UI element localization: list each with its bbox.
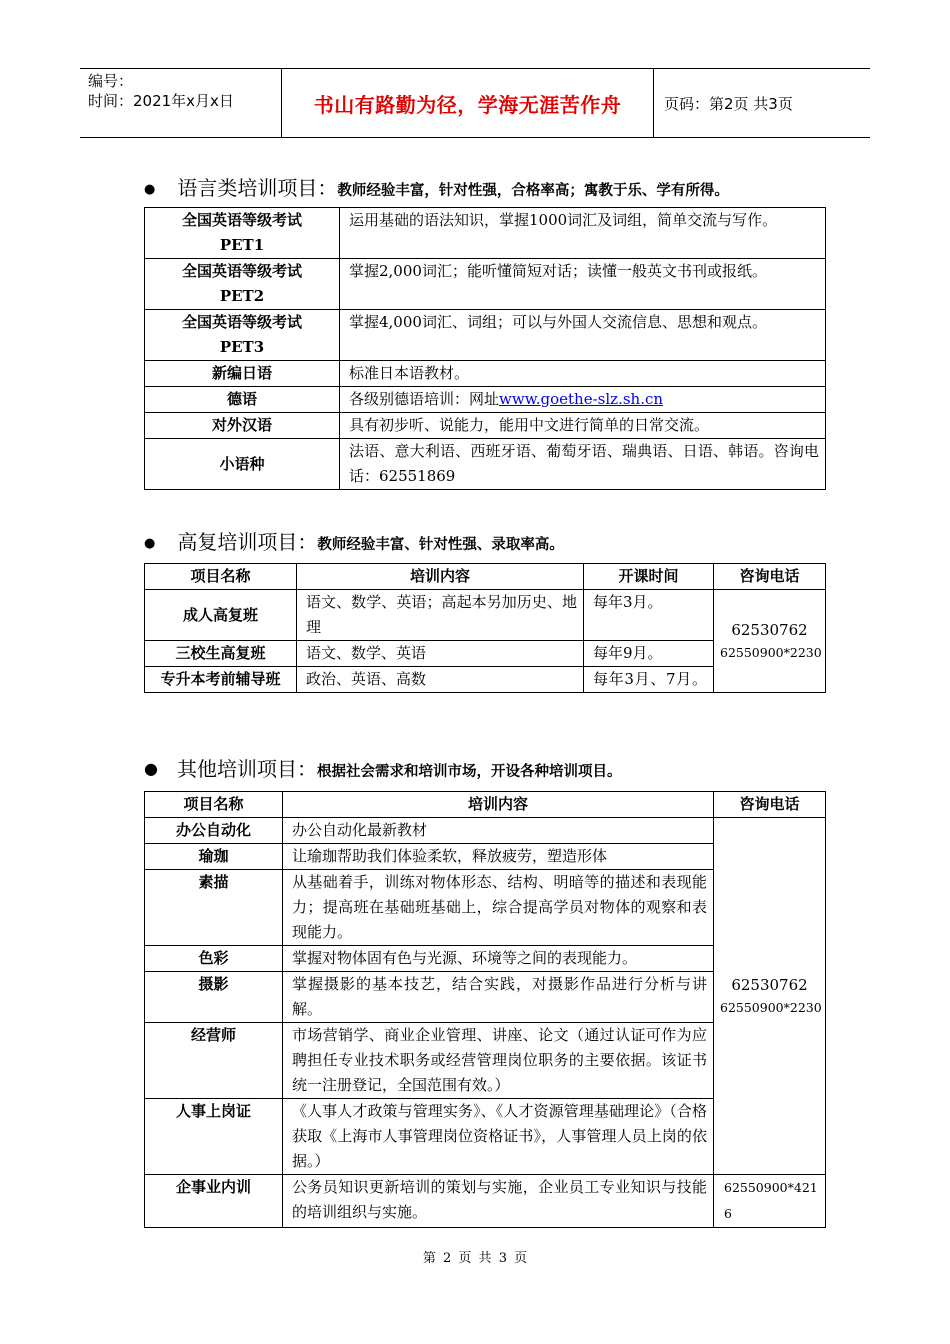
item-desc: 标准日本语教材。 xyxy=(340,361,826,387)
item-name: 专升本考前辅导班 xyxy=(145,667,297,693)
table-row xyxy=(145,590,826,641)
contact-phone: 62530762 62550900*2230 xyxy=(714,818,826,1175)
table-row xyxy=(145,439,826,490)
item-name: 全国英语等级考试 PET3 xyxy=(145,310,340,361)
section-other-heading xyxy=(144,753,621,782)
bullet-icon: ● xyxy=(144,759,158,778)
item-name: 摄影 xyxy=(145,972,283,1023)
table-row xyxy=(145,1175,826,1228)
item-content: 从基础着手，训练对物体形态、结构、明暗等的描述和表现能力；提高班在基础班基础上，综合提高学员对物体的观察和表现能力。 xyxy=(283,870,714,946)
item-name: 色彩 xyxy=(145,946,283,972)
item-time: 每年9月。 xyxy=(584,641,714,667)
col-header: 项目名称 xyxy=(145,792,283,818)
item-content: 语文、数学、英语 xyxy=(297,641,584,667)
item-name: 瑜珈 xyxy=(145,844,283,870)
section-language-heading xyxy=(144,172,729,201)
number-label: 编号： xyxy=(88,72,134,90)
item-content: 《人事人才政策与管理实务》、《人才资源管理基础理论》（合格获取《上海市人事管理岗位资格证书》，人事管理人员上岗的依据。） xyxy=(283,1099,714,1175)
item-name: 素描 xyxy=(145,870,283,946)
item-content: 办公自动化最新教材 xyxy=(283,818,714,844)
item-content: 市场营销学、商业企业管理、讲座、论文（通过认证可作为应聘担任专业技术职务或经营管理岗位职务的主要依据。该证书统一注册登记，全国范围有效。） xyxy=(283,1023,714,1099)
item-time: 每年3月、7月。 xyxy=(584,667,714,693)
table-row xyxy=(145,310,826,361)
item-name: 人事上岗证 xyxy=(145,1099,283,1175)
item-name: 办公自动化 xyxy=(145,818,283,844)
section-desc: 教师经验丰富、针对性强、录取率高。 xyxy=(317,536,564,553)
item-content: 掌握摄影的基本技艺，结合实践，对摄影作品进行分析与讲解。 xyxy=(283,972,714,1023)
item-desc: 运用基础的语法知识，掌握1000词汇及词组，简单交流与写作。 xyxy=(340,208,826,259)
page-header xyxy=(80,68,870,138)
section-desc: 教师经验丰富，针对性强，合格率高；寓教于乐、学有所得。 xyxy=(337,182,729,199)
language-table xyxy=(144,207,826,490)
table-header-row xyxy=(145,564,826,590)
item-name: 企事业内训 xyxy=(145,1175,283,1228)
bullet-icon: ● xyxy=(144,536,156,551)
section-title: 高复培训项目： xyxy=(177,530,318,554)
page-info: 页码：第2页 共3页 xyxy=(664,94,793,113)
item-name: 全国英语等级考试 PET1 xyxy=(145,208,340,259)
other-table xyxy=(144,791,826,1228)
table-row xyxy=(145,818,826,844)
bullet-icon: ● xyxy=(144,182,156,197)
item-desc: 掌握2,000词汇；能听懂简短对话；读懂一般英文书刊或报纸。 xyxy=(340,259,826,310)
table-row xyxy=(145,208,826,259)
item-name: 小语种 xyxy=(145,439,340,490)
item-name: 德语 xyxy=(145,387,340,413)
col-header: 培训内容 xyxy=(283,792,714,818)
section-title: 语言类培训项目： xyxy=(177,176,338,200)
item-content: 公务员知识更新培训的策划与实施，企业员工专业知识与技能的培训组织与实施。 xyxy=(283,1175,714,1228)
item-name: 新编日语 xyxy=(145,361,340,387)
table-row xyxy=(145,259,826,310)
col-header: 咨询电话 xyxy=(714,792,826,818)
item-content: 让瑜珈帮助我们体验柔软，释放疲劳，塑造形体 xyxy=(283,844,714,870)
col-header: 培训内容 xyxy=(297,564,584,590)
item-desc: 掌握4,000词汇、词组；可以与外国人交流信息、思想和观点。 xyxy=(340,310,826,361)
section-exam-heading xyxy=(144,526,564,555)
item-time: 每年3月。 xyxy=(584,590,714,641)
item-name: 经营师 xyxy=(145,1023,283,1099)
item-name: 三校生高复班 xyxy=(145,641,297,667)
exam-table xyxy=(144,563,826,693)
contact-phone-inhouse: 62550900*4216 xyxy=(714,1175,826,1228)
page-footer: 第 2 页 共 3 页 xyxy=(422,1251,528,1266)
item-desc: 各级别德语培训：网址www.goethe-slz.sh.cn xyxy=(340,387,826,413)
table-row xyxy=(145,413,826,439)
contact-phone: 62530762 62550900*2230 xyxy=(714,590,826,693)
col-header: 开课时间 xyxy=(584,564,714,590)
item-content: 政治、英语、高数 xyxy=(297,667,584,693)
section-desc: 根据社会需求和培训市场，开设各种培训项目。 xyxy=(316,763,622,780)
table-row xyxy=(145,387,826,413)
header-motto: 书山有路勤为径，学海无涯苦作舟 xyxy=(282,69,654,137)
col-header: 项目名称 xyxy=(145,564,297,590)
item-content: 掌握对物体固有色与光源、环境等之间的表现能力。 xyxy=(283,946,714,972)
item-name: 对外汉语 xyxy=(145,413,340,439)
section-title: 其他培训项目： xyxy=(176,757,317,781)
table-header-row xyxy=(145,792,826,818)
col-header: 咨询电话 xyxy=(714,564,826,590)
table-row xyxy=(145,361,826,387)
item-desc: 具有初步听、说能力，能用中文进行简单的日常交流。 xyxy=(340,413,826,439)
goethe-website-link[interactable]: www.goethe-slz.sh.cn xyxy=(499,390,664,408)
header-meta xyxy=(80,69,282,137)
item-desc: 法语、意大利语、西班牙语、葡萄牙语、瑞典语、日语、韩语。咨询电话：62551869 xyxy=(340,439,826,490)
item-name: 成人高复班 xyxy=(145,590,297,641)
time-label: 时间：2021年x月x日 xyxy=(88,92,234,110)
item-name: 全国英语等级考试 PET2 xyxy=(145,259,340,310)
item-content: 语文、数学、英语；高起本另加历史、地理 xyxy=(297,590,584,641)
